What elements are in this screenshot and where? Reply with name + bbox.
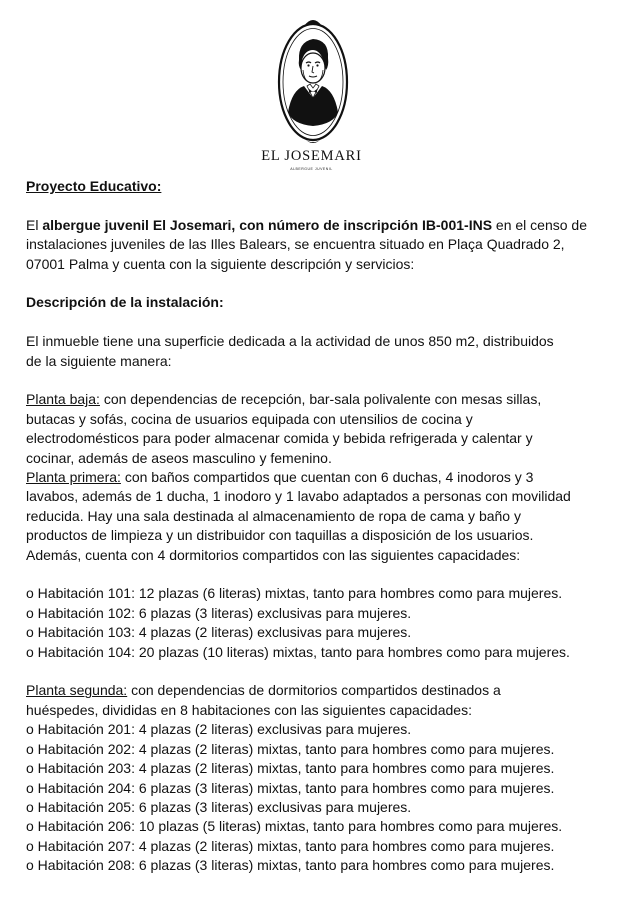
list-item: o Habitación 206: 10 plazas (5 literas) mixtas, tanto para hombres como para mujeres. — [26, 818, 563, 835]
list-item: o Habitación 104: 20 plazas (10 literas) mixtas, tanto para hombres como para mujeres. — [26, 643, 570, 660]
section-title-descripcion: Descripción de la instalación: — [26, 294, 224, 311]
planta-baja-line-1 — [26, 390, 611, 409]
intro-text-end: en el censo de — [492, 216, 587, 233]
portrait-logo-icon — [274, 12, 352, 150]
intro-bold-name: albergue juvenil El Josemari, con número de inscripción IB-001-INS — [42, 216, 493, 233]
planta-primera-line-2: lavabos, además de 1 ducha, 1 inodoro y 1 lavabo adaptados a personas con movilidad — [26, 488, 571, 505]
list-item: o Habitación 208: 6 plazas (3 literas) mixtas, tanto para hombres como para mujeres. — [26, 857, 555, 874]
list-item: o Habitación 204: 6 plazas (3 literas) mixtas, tanto para hombres como para mujeres. — [26, 779, 555, 796]
planta-primera-text: con baños compartidos que cuentan con 6 duchas, 4 inodoros y 3 — [120, 469, 534, 486]
planta-primera-label: Planta primera: — [26, 469, 121, 486]
intro-text: El — [26, 216, 43, 233]
planta-primera-line-5: Además, cuenta con 4 dormitorios compartidos con las siguientes capacidades: — [26, 546, 521, 563]
planta-baja-text: con dependencias de recepción, bar-sala polivalente con mesas sillas, — [99, 391, 542, 408]
logo-name: EL JOSEMARI — [261, 148, 362, 164]
planta-segunda-text: con dependencias de dormitorios compartidos destinados a — [127, 682, 501, 699]
document-body — [26, 177, 611, 876]
list-item: o Habitación 102: 6 plazas (3 literas) exclusivas para mujeres. — [26, 604, 412, 621]
planta-segunda-line-2: huéspedes, divididas en 8 habitaciones con las siguientes capacidades: — [26, 701, 472, 718]
planta-segunda-label: Planta segunda: — [26, 682, 128, 699]
surface-line-1: El inmueble tiene una superficie dedicada a la actividad de unos 850 m2, distribuidos — [26, 333, 554, 350]
planta-baja-line-4: cocinar, además de aseos masculino y femenino. — [26, 449, 332, 466]
list-item: o Habitación 203: 4 plazas (2 literas) mixtas, tanto para hombres como para mujeres. — [26, 760, 555, 777]
list-item: o Habitación 201: 4 plazas (2 literas) exclusivas para mujeres. — [26, 721, 412, 738]
list-item: o Habitación 101: 12 plazas (6 literas) mixtas, tanto para hombres como para mujeres. — [26, 585, 563, 602]
planta-primera-line-1 — [26, 468, 611, 487]
list-item: o Habitación 207: 4 plazas (2 literas) mixtas, tanto para hombres como para mujeres. — [26, 837, 555, 854]
intro-line-2: instalaciones juveniles de las Illes Balears, se encuentra situado en Plaça Quadrado 2, — [26, 236, 565, 253]
intro-line-1 — [26, 216, 611, 235]
planta-segunda-line-1 — [26, 681, 611, 700]
surface-line-2: de la siguiente manera: — [26, 352, 172, 369]
list-item: o Habitación 202: 4 plazas (2 literas) mixtas, tanto para hombres como para mujeres. — [26, 740, 555, 757]
planta-primera-line-4: productos de limpieza y un distribuidor con taquillas a disposición de los usuarios. — [26, 527, 534, 544]
planta-baja-label: Planta baja: — [26, 391, 100, 408]
list-item: o Habitación 205: 6 plazas (3 literas) exclusivas para mujeres. — [26, 798, 412, 815]
list-item: o Habitación 103: 4 plazas (2 literas) exclusivas para mujeres. — [26, 624, 412, 641]
planta-baja-line-2: butacas y sofás, cocina de usuarios equipada con utensilios de cocina y — [26, 410, 473, 427]
intro-line-3: 07001 Palma y cuenta con la siguiente descripción y servicios: — [26, 255, 415, 272]
logo-subtitle: ALBERGUE JUVENIL — [290, 167, 333, 171]
section-title-proyecto: Proyecto Educativo: — [26, 178, 162, 194]
header-logo — [0, 0, 623, 175]
planta-primera-line-3: reducida. Hay una sala destinada al almacenamiento de ropa de cama y baño y — [26, 507, 521, 524]
planta-baja-line-3: electrodomésticos para poder almacenar comida y bebida refrigerada y calentar y — [26, 430, 533, 447]
